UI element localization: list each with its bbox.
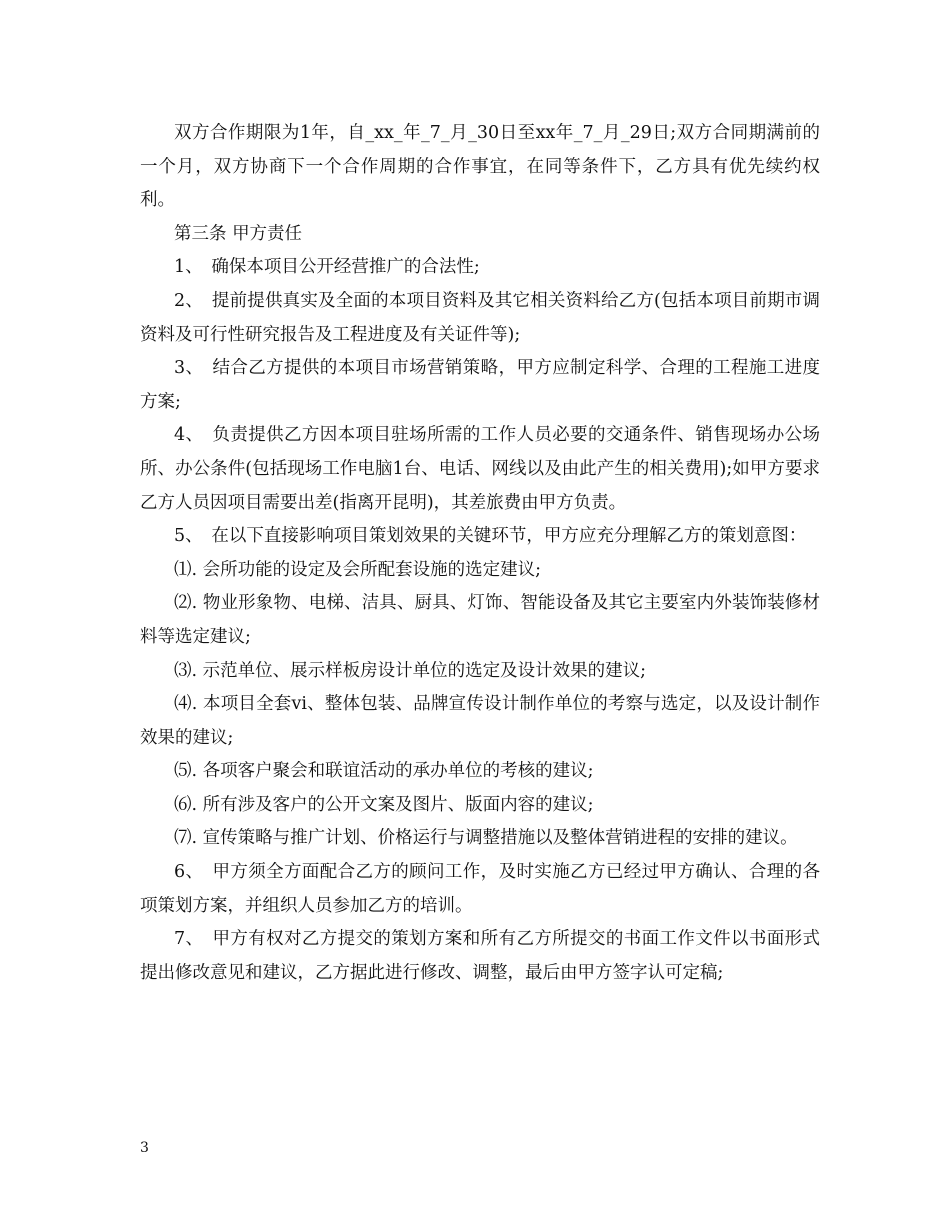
sub-item-1: ⑴. 会所功能的设定及会所配套设施的选定建议; bbox=[174, 559, 542, 580]
paragraph-item-5: 5、 在以下直接影响项目策划效果的关键环节，甲方应充分理解乙方的策划意图： bbox=[174, 526, 807, 547]
page-number: 3 bbox=[140, 1140, 149, 1156]
paragraph-item-6: 6、 甲方须全方面配合乙方的顾问工作，及时实施乙方已经过甲方确认、合理的各项策划方案，并组织人员参加乙方的培训。 bbox=[140, 862, 820, 916]
sub-item-2: ⑵. 物业形象物、电梯、洁具、厨具、灯饰、智能设备及其它主要室内外装饰装修材料等选定建议; bbox=[140, 593, 820, 647]
section-heading-article-3: 第三条 甲方责任 bbox=[174, 223, 303, 244]
sub-item-5: ⑸. 各项客户聚会和联谊活动的承办单位的考核的建议; bbox=[174, 761, 594, 782]
body-text bbox=[140, 117, 820, 990]
paragraph-item-4: 4、 负责提供乙方因本项目驻场所需的工作人员必要的交通条件、销售现场办公场所、办公条件(包括现场工作电脑1台、电话、网线以及由此产生的相关费用);如甲方要求乙方人员因项目需要出差(指离开昆明)，其差旅费由甲方负责。 bbox=[140, 425, 820, 513]
paragraph-item-7: 7、 甲方有权对乙方提交的策划方案和所有乙方所提交的书面工作文件以书面形式提出修改意见和建议，乙方据此进行修改、调整，最后由甲方签字认可定稿; bbox=[140, 929, 820, 983]
paragraph-item-2: 2、 提前提供真实及全面的本项目资料及其它相关资料给乙方(包括本项目前期市调资料及可行性研究报告及工程进度及有关证件等); bbox=[140, 290, 820, 345]
sub-item-3: ⑶. 示范单位、展示样板房设计单位的选定及设计效果的建议; bbox=[174, 660, 647, 681]
paragraph-cooperation-term: 双方合作期限为1年，自_xx_年_7_月_30日至xx年_7_月_29日;双方合同期满前的一个月，双方协商下一个合作周期的合作事宜，在同等条件下，乙方具有优先续约权利。 bbox=[140, 123, 820, 211]
sub-item-7: ⑺. 宣传策略与推广计划、价格运行与调整措施以及整体营销进程的安排的建议。 bbox=[174, 828, 798, 849]
paragraph-item-3: 3、 结合乙方提供的本项目市场营销策略，甲方应制定科学、合理的工程施工进度方案; bbox=[140, 358, 820, 412]
paragraph-item-1: 1、 确保本项目公开经营推广的合法性; bbox=[174, 257, 480, 278]
sub-item-6: ⑹. 所有涉及客户的公开文案及图片、版面内容的建议; bbox=[174, 794, 594, 815]
sub-item-4: ⑷. 本项目全套vi、整体包装、品牌宣传设计制作单位的考察与选定，以及设计制作效果的建议; bbox=[140, 694, 820, 748]
